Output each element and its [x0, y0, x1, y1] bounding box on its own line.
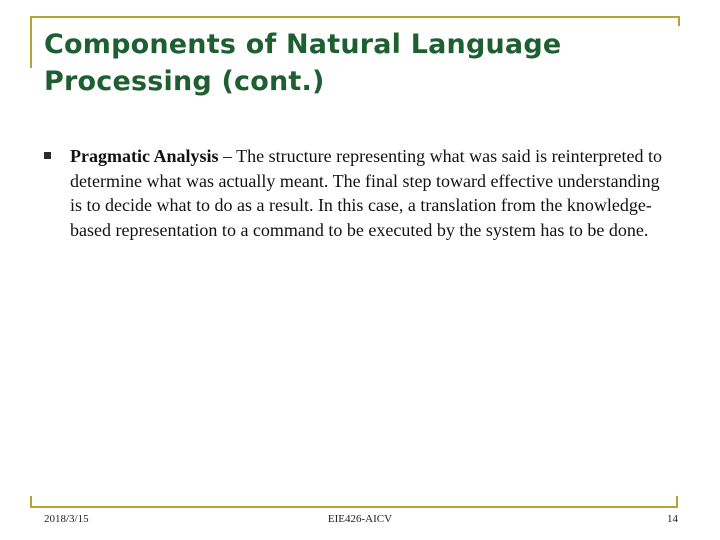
list-item — [44, 144, 670, 242]
frame-left-line — [30, 16, 32, 68]
bullet-term: Pragmatic Analysis — [70, 146, 219, 166]
bullet-list — [44, 144, 670, 242]
square-bullet-icon — [44, 152, 51, 159]
frame-top-line — [30, 16, 678, 18]
footer-course: EIE426-AICV — [327, 513, 393, 525]
bullet-text: – The structure representing what was said is reinterpreted to determine what was actually meant. The final step toward effective understanding is to decide what to do as a result. In this case, a translation from the knowledge-based representation to a command to be executed by the system has to be done. — [70, 146, 663, 240]
slide-title: Components of Natural Language Processing (cont.) — [44, 29, 562, 97]
footer-tick-right — [676, 496, 678, 506]
footer-date: 2018/3/15 — [44, 513, 89, 525]
frame-top-tick — [678, 16, 680, 26]
footer-tick-left — [30, 496, 32, 506]
footer-page-number: 14 — [667, 513, 678, 525]
footer-line — [30, 506, 678, 508]
